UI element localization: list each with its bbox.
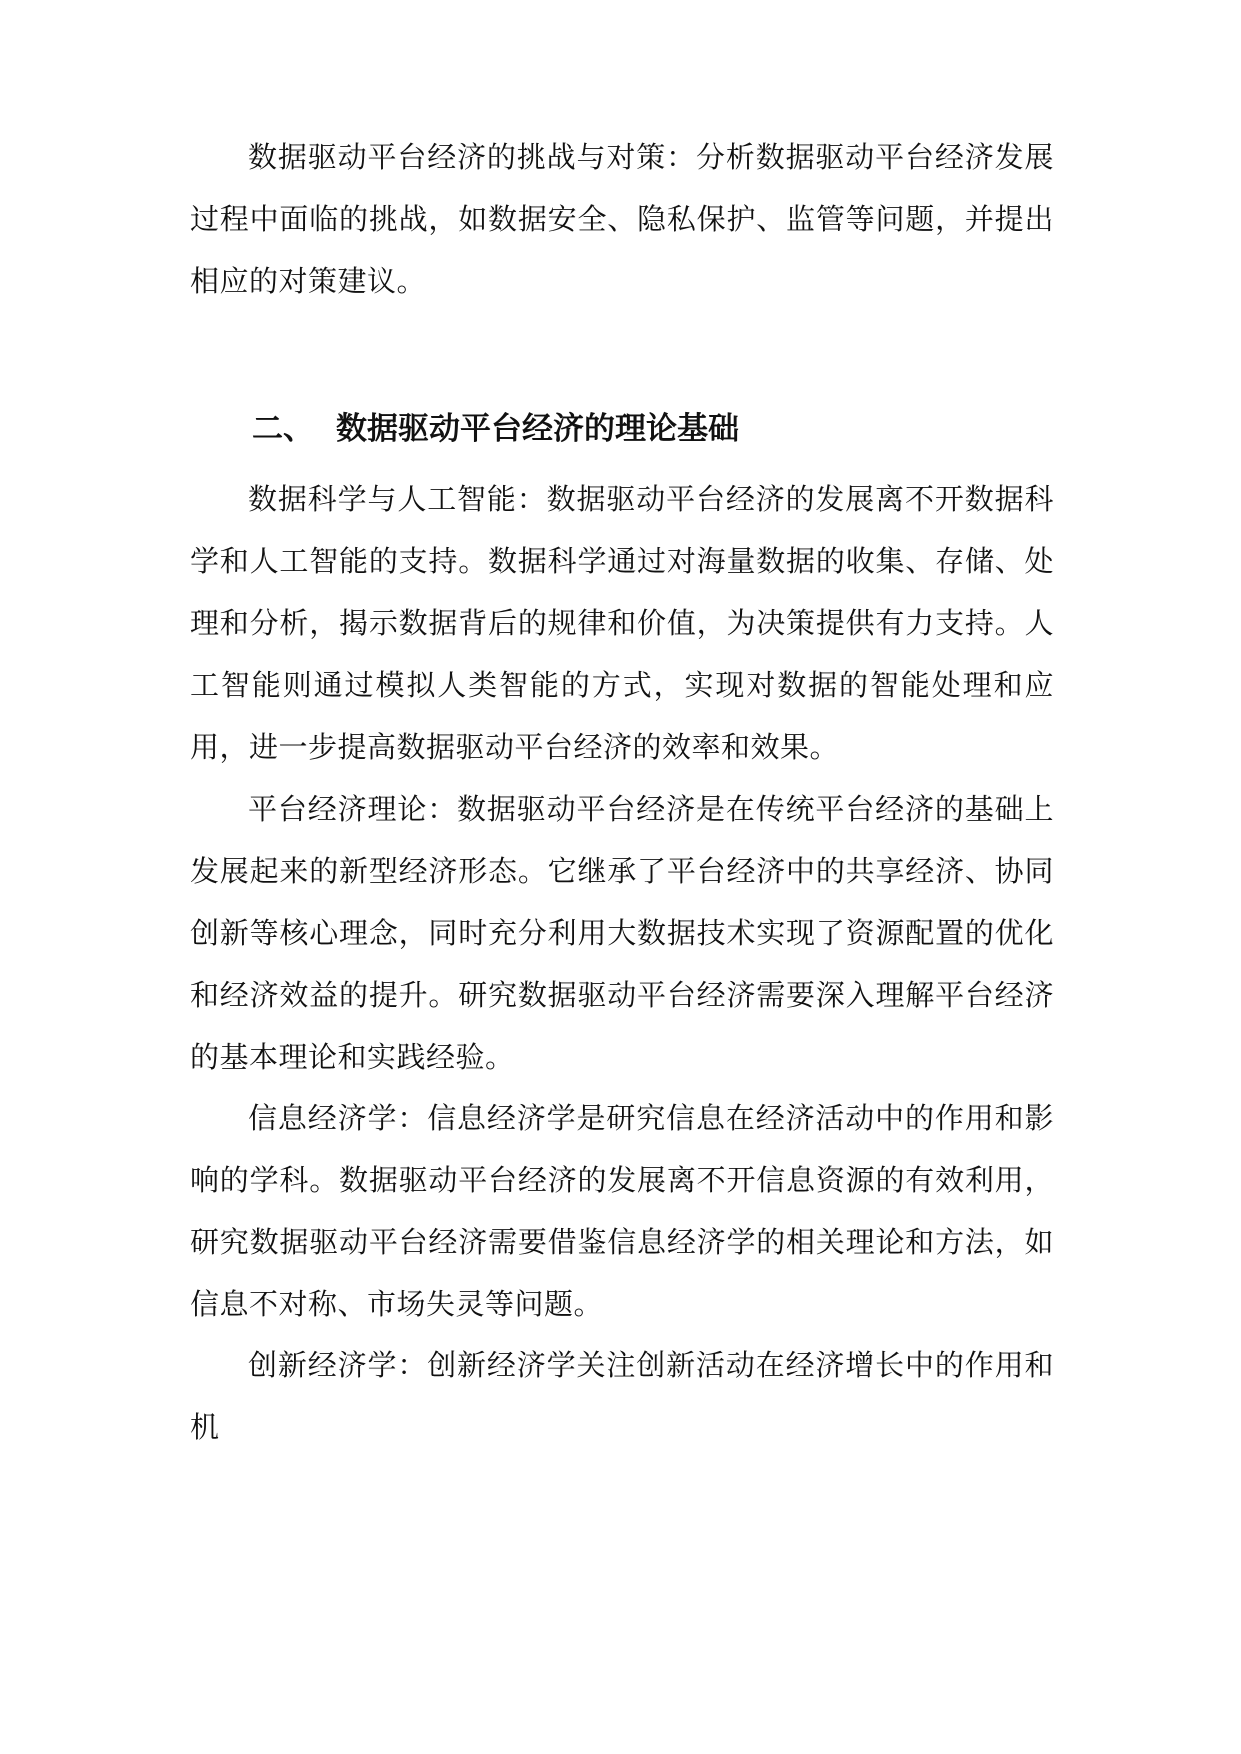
paragraph-platform-economy-theory: 平台经济理论：数据驱动平台经济是在传统平台经济的基础上发展起来的新型经济形态。它继承了平台经济中的共享经济、协同创新等核心理念，同时充分利用大数据技术实现了资源配置的优化和经济效益的提升。研究数据驱动平台经济需要深入理解平台经济的基本理论和实践经验。 bbox=[190, 792, 1054, 1074]
paragraph-innovation-economics: 创新经济学：创新经济学关注创新活动在经济增长中的作用和机 bbox=[190, 1348, 1054, 1444]
paragraph-data-science-ai: 数据科学与人工智能：数据驱动平台经济的发展离不开数据科学和人工智能的支持。数据科学通过对海量数据的收集、存储、处理和分析，揭示数据背后的规律和价值，为决策提供有力支持。人工智能则通过模拟人类智能的方式，实现对数据的智能处理和应用，进一步提高数据驱动平台经济的效率和效果。 bbox=[190, 482, 1054, 764]
paragraph-challenges-countermeasures: 数据驱动平台经济的挑战与对策：分析数据驱动平台经济发展过程中面临的挑战，如数据安全、隐私保护、监管等问题，并提出相应的对策建议。 bbox=[190, 140, 1054, 298]
section-heading bbox=[252, 404, 739, 454]
section-title: 数据驱动平台经济的理论基础 bbox=[336, 411, 739, 447]
section-number: 二、 bbox=[252, 411, 314, 447]
paragraph-information-economics: 信息经济学：信息经济学是研究信息在经济活动中的作用和影响的学科。数据驱动平台经济的发展离不开信息资源的有效利用，研究数据驱动平台经济需要借鉴信息经济学的相关理论和方法，如信息不对称、市场失灵等问题。 bbox=[190, 1101, 1054, 1321]
